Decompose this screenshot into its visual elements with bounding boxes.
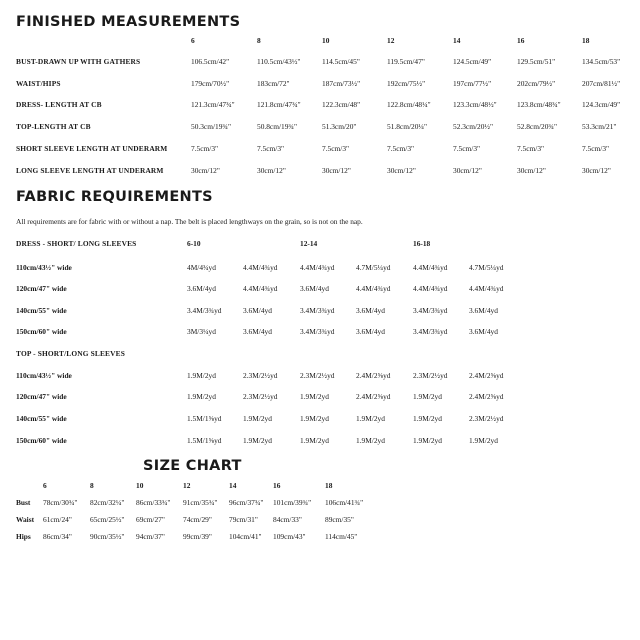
sc-value: 94cm/37" xyxy=(136,532,165,541)
fm-value: 7.5cm/3" xyxy=(191,144,219,153)
sc-size-header: 6 xyxy=(43,481,47,490)
fm-value: 7.5cm/3" xyxy=(582,144,610,153)
sc-value: 114cm/45" xyxy=(325,532,358,541)
fr-width-label: 140cm/55" wide xyxy=(16,414,67,423)
fr-value: 3.4M/3¾yd xyxy=(413,306,448,315)
fm-value: 106.5cm/42" xyxy=(191,57,230,66)
fr-value: 2.4M/2⅝yd xyxy=(356,371,391,380)
sc-size-header: 18 xyxy=(325,481,333,490)
fr-value: 3.6M/4yd xyxy=(300,284,329,293)
fm-value: 129.5cm/51" xyxy=(517,57,556,66)
fr-value: 3.4M/3¾yd xyxy=(413,327,448,336)
fm-value: 134.5cm/53" xyxy=(582,57,621,66)
sc-value: 78cm/30¾" xyxy=(43,498,78,507)
fm-value: 7.5cm/3" xyxy=(453,144,481,153)
fm-value: 52.8cm/20¾" xyxy=(517,122,557,131)
sc-row-label: Hips xyxy=(16,532,31,541)
fr-value: 4.4M/4¾yd xyxy=(469,284,504,293)
fr-value: 4.4M/4¾yd xyxy=(413,284,448,293)
fm-value: 50.3cm/19¾" xyxy=(191,122,231,131)
fm-value: 51.8cm/20¼" xyxy=(387,122,427,131)
fr-value: 4.7M/5¼yd xyxy=(356,263,391,272)
fr-value: 3.4M/3¾yd xyxy=(187,306,222,315)
fr-value: 2.4M/2⅝yd xyxy=(469,392,504,401)
sc-value: 86cm/34" xyxy=(43,532,72,541)
fr-value: 1.9M/2yd xyxy=(356,414,385,423)
fr-value: 1.9M/2yd xyxy=(300,414,329,423)
fm-value: 207cm/81½" xyxy=(582,79,621,88)
fr-width-label: 120cm/47" wide xyxy=(16,392,67,401)
fr-value: 3M/3¼yd xyxy=(187,327,216,336)
fm-value: 30cm/12" xyxy=(257,166,286,175)
fr-value: 2.3M/2½yd xyxy=(413,371,448,380)
sc-size-header: 14 xyxy=(229,481,237,490)
fm-value: 7.5cm/3" xyxy=(322,144,350,153)
fr-value: 1.9M/2yd xyxy=(300,436,329,445)
fr-section-label: TOP - SHORT/LONG SLEEVES xyxy=(16,349,125,358)
fabric-note: All requirements are for fabric with or without a nap. The belt is placed lengthways on the grain, so is not on the nap. xyxy=(16,217,363,226)
fr-value: 4.4M/4¾yd xyxy=(243,263,278,272)
fm-value: 197cm/77½" xyxy=(453,79,492,88)
sc-size-header: 12 xyxy=(183,481,191,490)
fr-value: 1.9M/2yd xyxy=(413,392,442,401)
fm-row-label: TOP-LENGTH AT CB xyxy=(16,122,91,131)
fr-value: 4M/4¾yd xyxy=(187,263,216,272)
sc-value: 91cm/35¾" xyxy=(183,498,218,507)
fr-value: 3.6M/4yd xyxy=(243,306,272,315)
fm-size-header: 10 xyxy=(322,36,330,45)
fm-value: 53.3cm/21" xyxy=(582,122,617,131)
fr-value: 1.9M/2yd xyxy=(469,436,498,445)
fm-row-label: SHORT SLEEVE LENGTH AT UNDERARM xyxy=(16,144,168,153)
fr-value: 3.6M/4yd xyxy=(243,327,272,336)
fr-value: 2.4M/2⅝yd xyxy=(469,371,504,380)
fm-value: 7.5cm/3" xyxy=(517,144,545,153)
fm-size-header: 12 xyxy=(387,36,395,45)
fr-size-group-header: 16-18 xyxy=(413,239,431,248)
sc-size-header: 16 xyxy=(273,481,281,490)
fm-size-header: 8 xyxy=(257,36,261,45)
fr-value: 4.7M/5¼yd xyxy=(469,263,504,272)
fm-value: 192cm/75½" xyxy=(387,79,426,88)
fr-value: 1.9M/2yd xyxy=(243,436,272,445)
fr-width-label: 120cm/47" wide xyxy=(16,284,67,293)
sc-value: 84cm/33" xyxy=(273,515,302,524)
fm-value: 30cm/12" xyxy=(322,166,351,175)
fr-value: 1.9M/2yd xyxy=(300,392,329,401)
fabric-requirements-title: FABRIC REQUIREMENTS xyxy=(16,189,213,205)
fm-value: 114.5cm/45" xyxy=(322,57,360,66)
sc-row-label: Waist xyxy=(16,515,35,524)
sc-size-header: 10 xyxy=(136,481,144,490)
fm-value: 179cm/70½" xyxy=(191,79,230,88)
fr-value: 3.6M/4yd xyxy=(469,306,498,315)
fm-value: 110.5cm/43½" xyxy=(257,57,301,66)
fm-value: 202cm/79½" xyxy=(517,79,556,88)
fr-value: 4.4M/4¾yd xyxy=(356,284,391,293)
sc-value: 65cm/25½" xyxy=(90,515,125,524)
sc-value: 90cm/35½" xyxy=(90,532,125,541)
fm-size-header: 18 xyxy=(582,36,590,45)
fm-value: 51.3cm/20" xyxy=(322,122,357,131)
fm-size-header: 6 xyxy=(191,36,195,45)
size-chart-title: SIZE CHART xyxy=(143,458,242,474)
fr-value: 2.3M/2½yd xyxy=(300,371,335,380)
sc-value: 82cm/32¼" xyxy=(90,498,125,507)
fm-size-header: 14 xyxy=(453,36,461,45)
fm-value: 30cm/12" xyxy=(387,166,416,175)
fr-value: 4.4M/4¾yd xyxy=(300,263,335,272)
sc-value: 109cm/43" xyxy=(273,532,306,541)
fm-value: 123.8cm/48¾" xyxy=(517,100,561,109)
fr-width-label: 150cm/60" wide xyxy=(16,327,67,336)
fr-value: 3.6M/4yd xyxy=(187,284,216,293)
fm-row-label: DRESS- LENGTH AT CB xyxy=(16,100,102,109)
fr-value: 4.4M/4¾yd xyxy=(413,263,448,272)
sc-value: 74cm/29" xyxy=(183,515,212,524)
fm-value: 121.3cm/47¾" xyxy=(191,100,235,109)
fm-value: 183cm/72" xyxy=(257,79,290,88)
sc-value: 69cm/27" xyxy=(136,515,165,524)
fm-value: 52.3cm/20½" xyxy=(453,122,493,131)
fm-row-label: BUST-DRAWN UP WITH GATHERS xyxy=(16,57,141,66)
fm-value: 7.5cm/3" xyxy=(257,144,285,153)
fm-value: 121.8cm/47¾" xyxy=(257,100,301,109)
fr-value: 1.9M/2yd xyxy=(356,436,385,445)
fm-value: 122.8cm/48¼" xyxy=(387,100,431,109)
fr-value: 3.4M/3¾yd xyxy=(300,306,335,315)
sc-value: 79cm/31" xyxy=(229,515,258,524)
fm-value: 124.3cm/49" xyxy=(582,100,621,109)
fm-value: 124.5cm/49" xyxy=(453,57,492,66)
fm-size-header: 16 xyxy=(517,36,525,45)
fm-value: 30cm/12" xyxy=(453,166,482,175)
fm-value: 50.8cm/19¾" xyxy=(257,122,297,131)
fm-value: 119.5cm/47" xyxy=(387,57,425,66)
fr-value: 3.4M/3¾yd xyxy=(300,327,335,336)
fm-value: 30cm/12" xyxy=(191,166,220,175)
sc-row-label: Bust xyxy=(16,498,31,507)
fr-value: 3.6M/4yd xyxy=(469,327,498,336)
fr-value: 2.3M/2½yd xyxy=(243,392,278,401)
sc-value: 96cm/37¾" xyxy=(229,498,264,507)
fr-width-label: 110cm/43½" wide xyxy=(16,263,72,272)
fr-size-group-header: 6-10 xyxy=(187,239,201,248)
fr-width-label: 140cm/55" wide xyxy=(16,306,67,315)
fm-value: 122.3cm/48" xyxy=(322,100,361,109)
fr-value: 1.9M/2yd xyxy=(413,436,442,445)
fr-value: 1.5M/1⅝yd xyxy=(187,414,222,423)
fr-value: 3.6M/4yd xyxy=(356,327,385,336)
sc-value: 89cm/35" xyxy=(325,515,354,524)
fm-value: 187cm/73½" xyxy=(322,79,361,88)
sc-value: 86cm/33¾" xyxy=(136,498,171,507)
fr-section-label: DRESS - SHORT/ LONG SLEEVES xyxy=(16,239,137,248)
fr-value: 3.6M/4yd xyxy=(356,306,385,315)
fm-row-label: WAIST/HIPS xyxy=(16,79,61,88)
fm-value: 30cm/12" xyxy=(582,166,611,175)
fm-value: 123.3cm/48½" xyxy=(453,100,497,109)
fr-value: 2.3M/2½yd xyxy=(243,371,278,380)
fr-value: 1.9M/2yd xyxy=(413,414,442,423)
fr-value: 1.9M/2yd xyxy=(243,414,272,423)
fr-value: 2.3M/2½yd xyxy=(469,414,504,423)
fm-value: 30cm/12" xyxy=(517,166,546,175)
fr-value: 2.4M/2⅝yd xyxy=(356,392,391,401)
sc-value: 99cm/39" xyxy=(183,532,212,541)
fr-value: 4.4M/4¾yd xyxy=(243,284,278,293)
fr-size-group-header: 12-14 xyxy=(300,239,318,248)
fr-value: 1.5M/1⅝yd xyxy=(187,436,222,445)
fr-width-label: 110cm/43½" wide xyxy=(16,371,72,380)
fr-value: 1.9M/2yd xyxy=(187,392,216,401)
fr-value: 1.9M/2yd xyxy=(187,371,216,380)
fr-width-label: 150cm/60" wide xyxy=(16,436,67,445)
sc-value: 106cm/41¾" xyxy=(325,498,364,507)
fm-row-label: LONG SLEEVE LENGTH AT UNDERARM xyxy=(16,166,164,175)
sc-value: 61cm/24" xyxy=(43,515,72,524)
sc-value: 101cm/39¾" xyxy=(273,498,312,507)
finished-measurements-title: FINISHED MEASUREMENTS xyxy=(16,14,241,30)
fm-value: 7.5cm/3" xyxy=(387,144,415,153)
sc-size-header: 8 xyxy=(90,481,94,490)
sc-value: 104cm/41" xyxy=(229,532,262,541)
